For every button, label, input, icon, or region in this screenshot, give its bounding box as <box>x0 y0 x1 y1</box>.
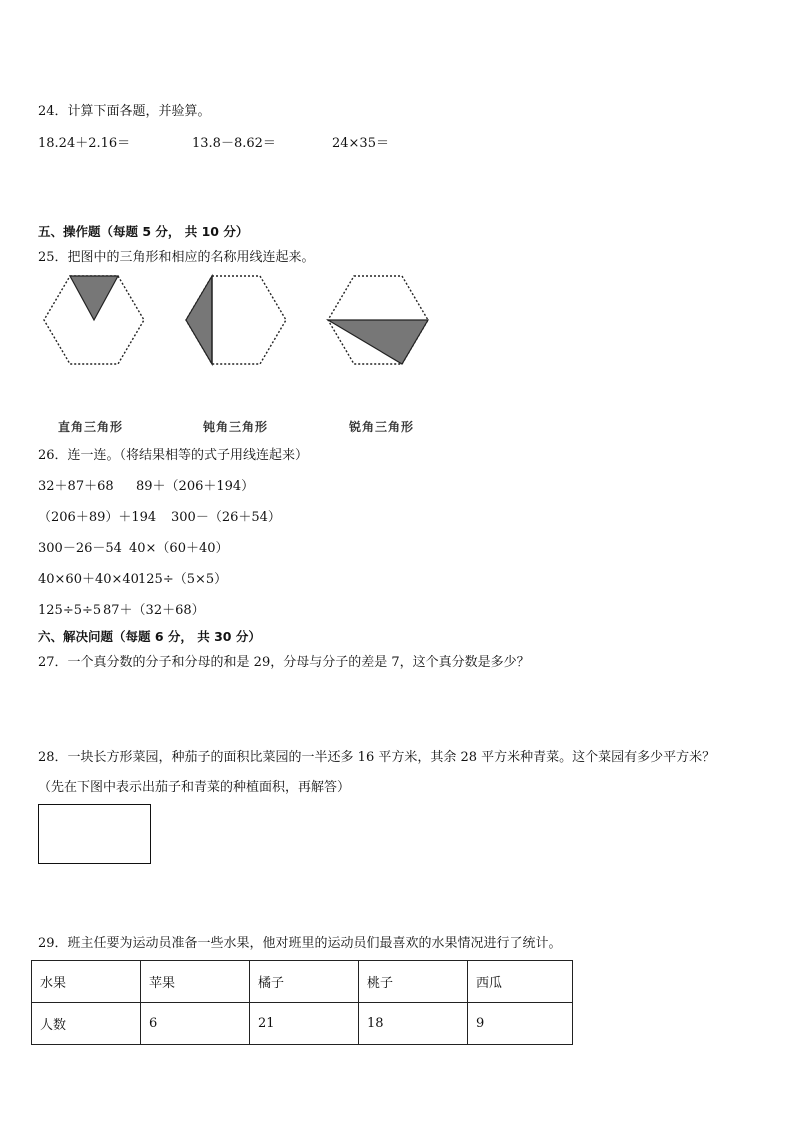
q26-right-5: 87＋（32＋68） <box>103 603 205 618</box>
q26-left-5: 125÷5÷5 <box>38 603 102 618</box>
section-5-title: 五、操作题（每题 5 分， 共 10 分） <box>38 224 249 239</box>
q26-right-3: 40×（60＋40） <box>129 541 229 556</box>
q26-left-4: 40×60＋40×40 <box>38 572 139 587</box>
q28-note: （先在下图中表示出茄子和青菜的种植面积，再解答） <box>38 780 351 795</box>
table-cell: 18 <box>359 1003 468 1045</box>
q25-title: 25．把图中的三角形和相应的名称用线连起来。 <box>38 250 315 265</box>
table-cell: 6 <box>141 1003 250 1045</box>
hexagon-figure-3 <box>324 272 434 368</box>
q26-left-3: 300－26－54 <box>38 541 122 556</box>
section-6-title: 六、解决问题（每题 6 分， 共 30 分） <box>38 629 261 644</box>
table-cell: 橘子 <box>250 961 359 1003</box>
hexagon-figure-1 <box>40 272 150 368</box>
table-row <box>32 1003 573 1045</box>
q26-left-1: 32＋87＋68 <box>38 479 114 494</box>
q24-item-1: 18.24＋2.16＝ <box>38 136 131 151</box>
label-right-triangle: 直角三角形 <box>58 420 124 434</box>
q26-title: 26．连一连。（将结果相等的式子用线连起来） <box>38 448 309 463</box>
label-obtuse-triangle: 钝角三角形 <box>203 420 269 434</box>
table-row <box>32 961 573 1003</box>
table-cell: 水果 <box>32 961 141 1003</box>
label-acute-triangle: 锐角三角形 <box>349 420 415 434</box>
table-cell: 苹果 <box>141 961 250 1003</box>
table-cell: 21 <box>250 1003 359 1045</box>
hexagon-figure-2 <box>182 272 292 368</box>
obtuse-triangle-shape <box>186 276 212 364</box>
q26-right-2: 300－（26＋54） <box>171 510 281 525</box>
q27-text: 27．一个真分数的分子和分母的和是 29，分母与分子的差是 7，这个真分数是多少？ <box>38 655 530 670</box>
q24-title: 24．计算下面各题，并验算。 <box>38 104 211 119</box>
q26-right-1: 89＋（206＋194） <box>136 479 255 494</box>
q26-left-2: （206＋89）＋194 <box>38 510 157 525</box>
q24-item-3: 24×35＝ <box>332 136 389 151</box>
q26-right-4: 125÷（5×5） <box>138 572 228 587</box>
q29-text: 29．班主任要为运动员准备一些水果，他对班里的运动员们最喜欢的水果情况进行了统计。 <box>38 936 562 951</box>
table-cell: 9 <box>468 1003 573 1045</box>
acute-triangle-shape <box>328 320 428 364</box>
q24-item-2: 13.8－8.62＝ <box>192 136 276 151</box>
table-cell: 西瓜 <box>468 961 573 1003</box>
table-cell: 人数 <box>32 1003 141 1045</box>
table-cell: 桃子 <box>359 961 468 1003</box>
q28-text: 28．一块长方形菜园，种茄子的面积比菜园的一半还多 16 平方米，其余 28 平方米种青菜。这个菜园有多少平方米？ <box>38 750 716 765</box>
fruit-table <box>31 960 573 1045</box>
garden-rectangle <box>38 804 151 864</box>
right-triangle-shape <box>70 276 118 320</box>
